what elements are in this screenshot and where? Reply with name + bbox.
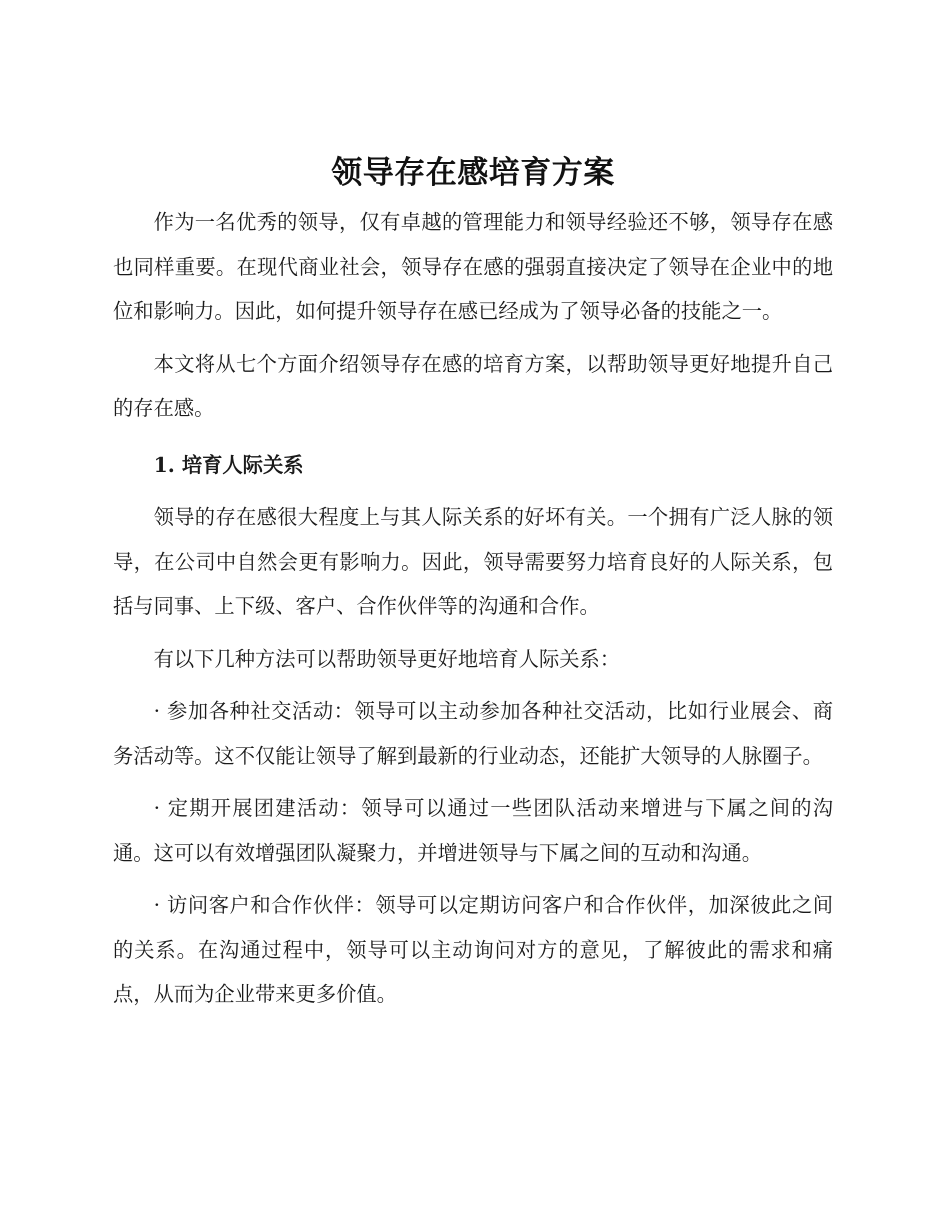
bullet-item-social-events: · 参加各种社交活动：领导可以主动参加各种社交活动，比如行业展会、商务活动等。这不仅能让领导了解到最新的行业动态，还能扩大领导的人脉圈子。 xyxy=(113,699,833,768)
bullet-item-team-building: · 定期开展团建活动：领导可以通过一些团队活动来增进与下属之间的沟通。这可以有效增强团队凝聚力，并增进领导与下属之间的互动和沟通。 xyxy=(113,796,833,865)
section-paragraph-1: 领导的存在感很大程度上与其人际关系的好坏有关。一个拥有广泛人脉的领导，在公司中自然会更有影响力。因此，领导需要努力培育良好的人际关系，包括与同事、上下级、客户、合作伙伴等的沟通和合作。 xyxy=(113,505,833,618)
bullet-item-client-visits: · 访问客户和合作伙伴：领导可以定期访问客户和合作伙伴，加深彼此之间的关系。在沟通过程中，领导可以主动询问对方的意见，了解彼此的需求和痛点，从而为企业带来更多价值。 xyxy=(113,893,833,1006)
section-paragraph-2: 有以下几种方法可以帮助领导更好地培育人际关系： xyxy=(153,646,621,671)
intro-paragraph-1: 作为一名优秀的领导，仅有卓越的管理能力和领导经验还不够，领导存在感也同样重要。在现代商业社会，领导存在感的强弱直接决定了领导在企业中的地位和影响力。因此，如何提升领导存在感已经成为了领导必备的技能之一。 xyxy=(113,210,833,323)
document-page xyxy=(113,150,833,1017)
document-title: 领导存在感培育方案 xyxy=(331,155,615,191)
intro-paragraph-2: 本文将从七个方面介绍领导存在感的培育方案，以帮助领导更好地提升自己的存在感。 xyxy=(113,351,833,420)
section-heading: 1. 培育人际关系 xyxy=(153,452,304,477)
